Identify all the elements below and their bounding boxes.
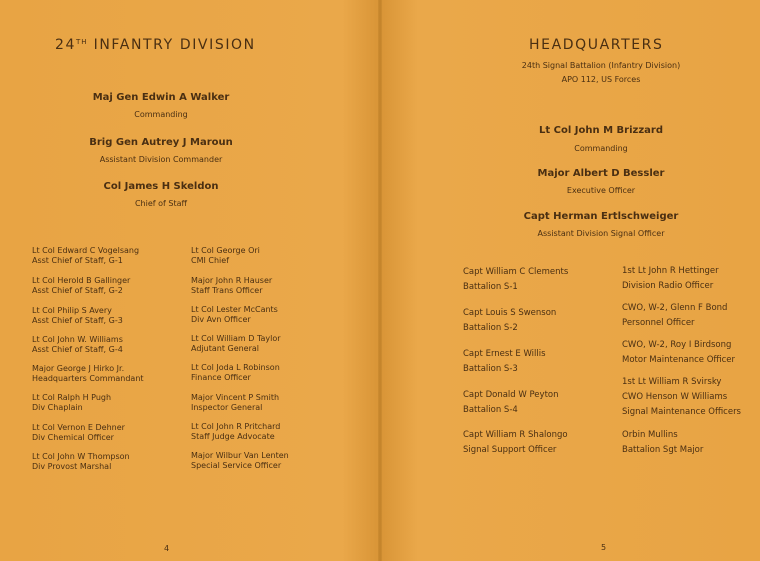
command-role-1: Commanding <box>134 110 188 119</box>
staff-entry <box>191 363 280 383</box>
command-name-1: Maj Gen Edwin A Walker <box>92 92 230 103</box>
staff-name: Major Wilbur Van Lenten <box>191 451 289 460</box>
staff-name: Capt William C Clements <box>463 267 569 277</box>
staff-name: Lt Col William D Taylor <box>191 334 281 343</box>
hq-command-name-1: Lt Col John M Brizzard <box>539 125 663 136</box>
staff-role: Signal Support Officer <box>463 445 557 455</box>
staff-name: Capt Ernest E Willis <box>463 349 546 359</box>
hq-command-role-3: Assistant Division Signal Officer <box>537 229 665 238</box>
staff-name: Major Vincent P Smith <box>191 393 280 402</box>
staff-role: Asst Chief of Staff, G-4 <box>32 345 123 354</box>
staff-role: Motor Maintenance Officer <box>622 355 736 365</box>
staff-entry <box>191 393 279 413</box>
staff-entry <box>32 423 125 443</box>
hq-staff-entry <box>622 264 719 294</box>
staff-entry <box>191 422 280 442</box>
staff-role: Adjutant General <box>191 344 260 353</box>
staff-role: Battalion S-4 <box>463 405 518 415</box>
staff-entry <box>32 335 123 355</box>
hq-staff-entry <box>622 428 703 458</box>
staff-name: Lt Col Edward C Vogelsang <box>32 246 140 255</box>
staff-name: Lt Col John W. Williams <box>32 335 123 344</box>
staff-role: Div Chemical Officer <box>32 433 114 442</box>
hq-command-name-3: Capt Herman Ertlschweiger <box>523 211 679 222</box>
hq-staff-entry <box>622 338 735 368</box>
hq-subtitle-2: APO 112, US Forces <box>561 75 641 84</box>
staff-name: 1st Lt William R Svirsky <box>622 377 722 387</box>
staff-name: Lt Col Joda L Robinson <box>191 363 280 372</box>
staff-entry <box>191 451 289 471</box>
staff-entry <box>32 452 130 472</box>
staff-entry <box>32 246 139 266</box>
command-name-2: Brig Gen Autrey J Maroun <box>89 137 233 148</box>
command-name-3: Col James H Skeldon <box>103 181 219 192</box>
staff-entry <box>191 246 260 266</box>
hq-staff-entry <box>463 306 556 336</box>
staff-role: Personnel Officer <box>622 318 695 328</box>
staff-role: Signal Maintenance Officers <box>622 407 741 417</box>
staff-role: Battalion S-1 <box>463 282 518 292</box>
staff-role: Special Service Officer <box>191 461 282 470</box>
staff-name: Lt Col Lester McCants <box>191 305 278 314</box>
staff-entry <box>32 276 130 296</box>
command-role-2: Assistant Division Commander <box>99 155 223 164</box>
staff-name: 1st Lt John R Hettinger <box>622 266 719 276</box>
staff-role: Div Avn Officer <box>191 315 251 324</box>
staff-role: Staff Judge Advocate <box>191 432 275 441</box>
staff-name: Lt Col Ralph H Pugh <box>32 393 112 402</box>
staff-role: Div Provost Marshal <box>32 462 112 471</box>
hq-subtitle-1: 24th Signal Battalion (Infantry Division) <box>521 61 681 70</box>
headquarters-title: HEADQUARTERS <box>529 37 664 53</box>
staff-role: Div Chaplain <box>32 403 83 412</box>
staff-role: CWO Henson W Williams <box>622 392 728 402</box>
staff-entry <box>32 393 111 413</box>
hq-command-role-2: Executive Officer <box>566 186 636 195</box>
staff-role: Battalion S-3 <box>463 364 518 374</box>
hq-staff-entry <box>463 347 546 377</box>
staff-role: Battalion Sgt Major <box>622 445 704 455</box>
staff-name: Lt Col John R Pritchard <box>191 422 281 431</box>
hq-staff-entry <box>622 375 741 420</box>
staff-entry <box>32 364 144 384</box>
hq-staff-entry <box>463 388 558 418</box>
staff-name: Lt Col George Ori <box>191 246 260 255</box>
staff-role: CMI Chief <box>191 256 230 265</box>
staff-role: Battalion S-2 <box>463 323 518 333</box>
hq-staff-entry <box>622 301 727 331</box>
staff-name: Lt Col Herold B Gallinger <box>32 276 131 285</box>
page-number: 4 <box>164 544 170 553</box>
staff-entry <box>32 306 123 326</box>
page-number: 5 <box>601 543 607 552</box>
hq-command-name-2: Major Albert D Bessler <box>537 168 665 179</box>
hq-staff-entry <box>463 428 568 458</box>
staff-name: CWO, W-2, Glenn F Bond <box>622 303 728 313</box>
staff-name: Lt Col Vernon E Dehner <box>32 423 125 432</box>
staff-role: Asst Chief of Staff, G-1 <box>32 256 123 265</box>
staff-role: Asst Chief of Staff, G-3 <box>32 316 123 325</box>
staff-name: Capt Louis S Swenson <box>463 308 557 318</box>
staff-name: Capt Donald W Peyton <box>463 390 559 400</box>
title-text: INFANTRY DIVISION <box>87 37 256 53</box>
title-ordinal: TH <box>76 38 88 46</box>
staff-entry <box>191 305 278 325</box>
staff-role: Finance Officer <box>191 373 251 382</box>
hq-staff-entry <box>463 265 568 295</box>
staff-role: Inspector General <box>191 403 263 412</box>
title-number: 24 <box>55 37 77 53</box>
staff-role: Division Radio Officer <box>622 281 714 291</box>
staff-name: Orbin Mullins <box>622 430 678 440</box>
division-title <box>55 37 256 53</box>
staff-name: Major George J Hirko Jr. <box>32 364 125 373</box>
right-page <box>381 0 760 561</box>
staff-role: Headquarters Commandant <box>32 374 144 383</box>
staff-name: CWO, W-2, Roy I Birdsong <box>622 340 732 350</box>
staff-entry <box>191 276 272 296</box>
staff-name: Major John R Hauser <box>191 276 273 285</box>
staff-name: Lt Col Philip S Avery <box>32 306 112 315</box>
staff-role: Staff Trans Officer <box>191 286 263 295</box>
hq-command-role-1: Commanding <box>574 144 628 153</box>
staff-entry <box>191 334 281 354</box>
staff-name: Capt William R Shalongo <box>463 430 568 440</box>
staff-role: Asst Chief of Staff, G-2 <box>32 286 123 295</box>
command-role-3: Chief of Staff <box>134 199 188 208</box>
staff-name: Lt Col John W Thompson <box>32 452 130 461</box>
